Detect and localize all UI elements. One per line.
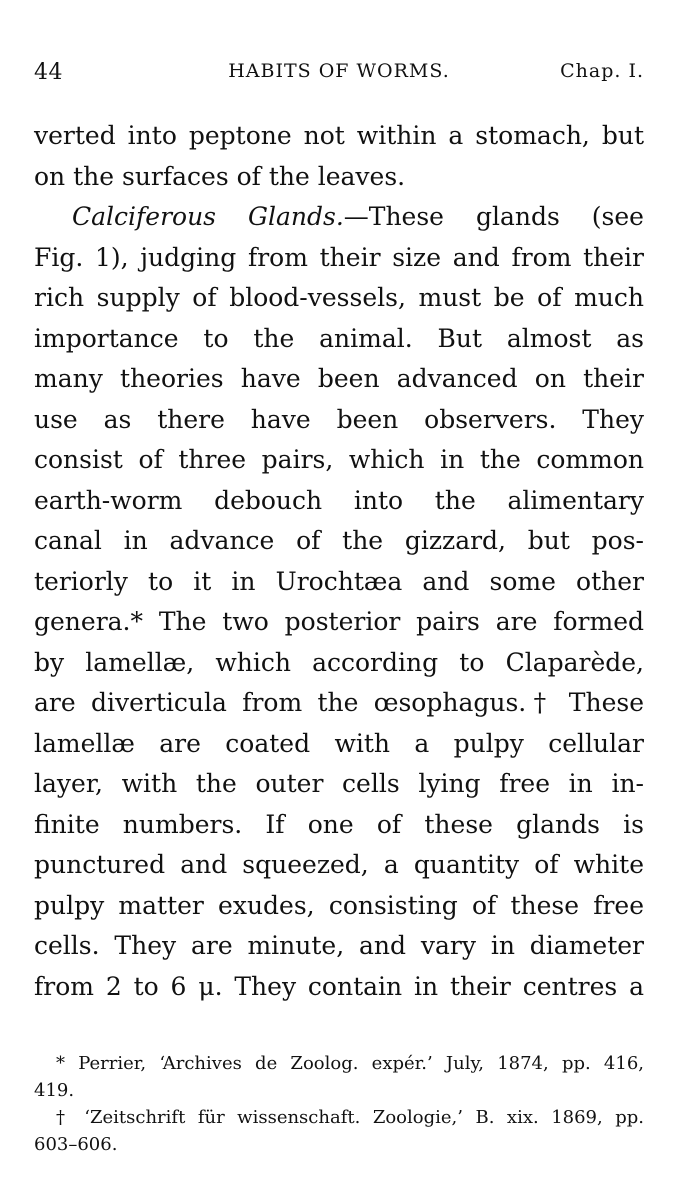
text-line: importance to the animal. But almost as xyxy=(34,323,644,353)
text-line: cells. They are minute, and vary in diameter xyxy=(34,931,644,960)
body-text xyxy=(34,116,644,1007)
text-line: consist of three pairs, which in the common xyxy=(34,445,644,474)
footnotes xyxy=(34,1050,644,1158)
text-line: earth-worm debouch into the alimentary xyxy=(34,485,644,515)
text-line: are diverticula from the œsophagus.† These xyxy=(34,688,644,717)
text-line: layer, with the outer cells lying free in in- xyxy=(34,769,644,798)
footnote-line: † ‘Zeitschrift für wissenschaft. Zoologie,’ B. xix. 1869, pp. xyxy=(56,1107,644,1128)
running-head xyxy=(34,60,644,90)
page-number: 44 xyxy=(34,60,63,85)
text-line: many theories have been advanced on their xyxy=(34,364,644,393)
text-line-continuation: —These glands (see xyxy=(343,202,644,231)
text-line: finite numbers. If one of these glands is xyxy=(34,809,644,839)
text-line: canal in advance of the gizzard, but pos- xyxy=(34,526,644,555)
text-line: from 2 to 6 μ. They contain in their centres a xyxy=(34,971,644,1001)
running-title: HABITS OF WORMS. xyxy=(228,60,450,82)
footnote-line: 603–606. xyxy=(34,1134,118,1155)
footnote-line: 419. xyxy=(34,1080,75,1101)
text-line: verted into peptone not within a stomach, but xyxy=(34,121,644,150)
text-line: rich supply of blood-vessels, must be of much xyxy=(34,283,644,312)
text-line: on the surfaces of the leaves. xyxy=(34,161,406,191)
footnote-line: * Perrier, ‘Archives de Zoolog. expér.’ July, 1874, pp. 416, xyxy=(56,1053,644,1074)
text-line xyxy=(34,197,644,238)
text-line: Fig. 1), judging from their size and from their xyxy=(34,242,644,272)
text-line: genera.* The two posterior pairs are formed xyxy=(34,607,644,636)
chapter-label: Chap. I. xyxy=(560,60,644,82)
text-line: punctured and squeezed, a quantity of white xyxy=(34,850,644,879)
text-line: lamellæ are coated with a pulpy cellular xyxy=(34,728,644,758)
text-line: by lamellæ, which according to Claparède, xyxy=(34,647,644,677)
section-heading: Calciferous Glands. xyxy=(72,202,344,231)
text-line: use as there have been observers. They xyxy=(34,404,644,434)
text-line: teriorly to it in Urochtæa and some other xyxy=(34,566,644,596)
text-line: pulpy matter exudes, consisting of these free xyxy=(34,890,644,920)
book-page xyxy=(34,0,644,1200)
